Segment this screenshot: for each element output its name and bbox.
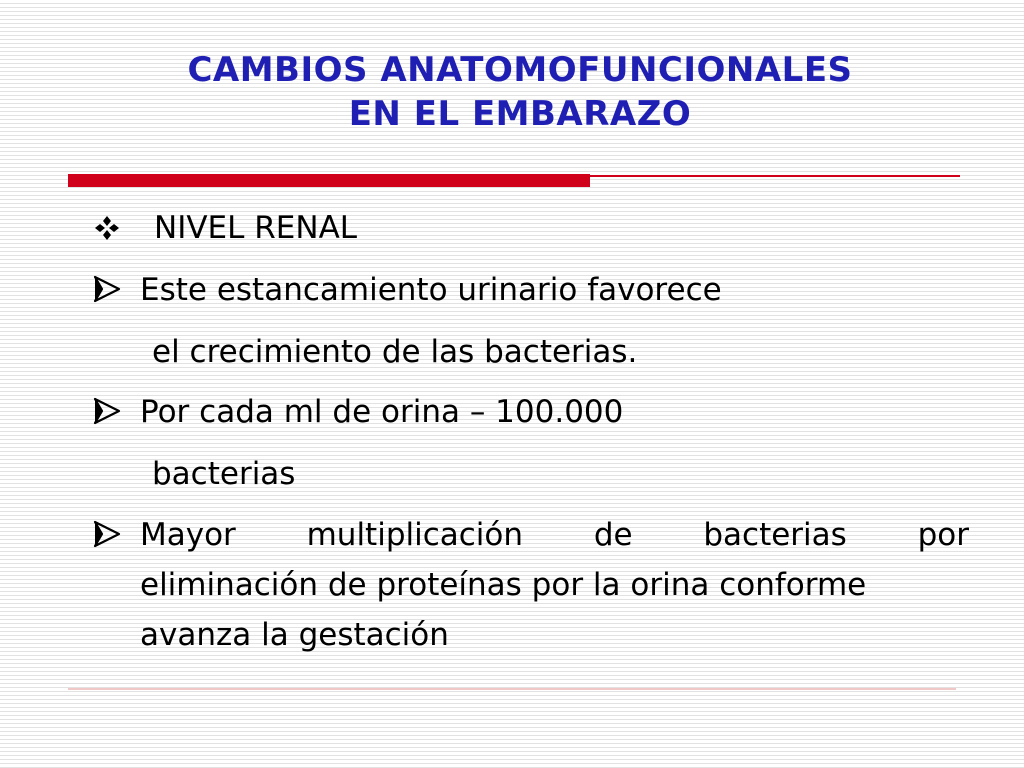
bullet-2-line-2: bacterias [152,456,296,492]
bullet-3-line-2: eliminación de proteínas por la orina conforme [140,567,867,603]
bullet-3-line-1 [140,513,969,557]
diamond-bullet-icon [92,213,122,243]
bullet-3-word: bacterias [703,517,847,553]
bullet-1-line-2: el crecimiento de las bacterias. [152,334,638,370]
title-underline-thick [68,174,590,187]
slide-title [0,48,1024,136]
bullet-3-word: Mayor [140,517,236,553]
bullet-2-line-1: Por cada ml de orina – 100.000 [140,394,624,430]
bullet-3-word: por [917,517,969,553]
arrow-bullet-icon [92,274,122,304]
arrow-bullet-icon [92,519,122,549]
footer-rule [68,688,956,690]
title-underline-thin [590,175,960,177]
bullet-3-line-3: avanza la gestación [140,617,449,653]
bullet-1-line-1: Este estancamiento urinario favorece [140,272,722,308]
bullet-3-word: de [593,517,633,553]
arrow-bullet-icon [92,396,122,426]
title-line-2: EN EL EMBARAZO [348,94,692,134]
bullet-3-word: multiplicación [306,517,524,553]
section-heading: NIVEL RENAL [154,210,358,246]
title-line-1: CAMBIOS ANATOMOFUNCIONALES [187,50,853,90]
